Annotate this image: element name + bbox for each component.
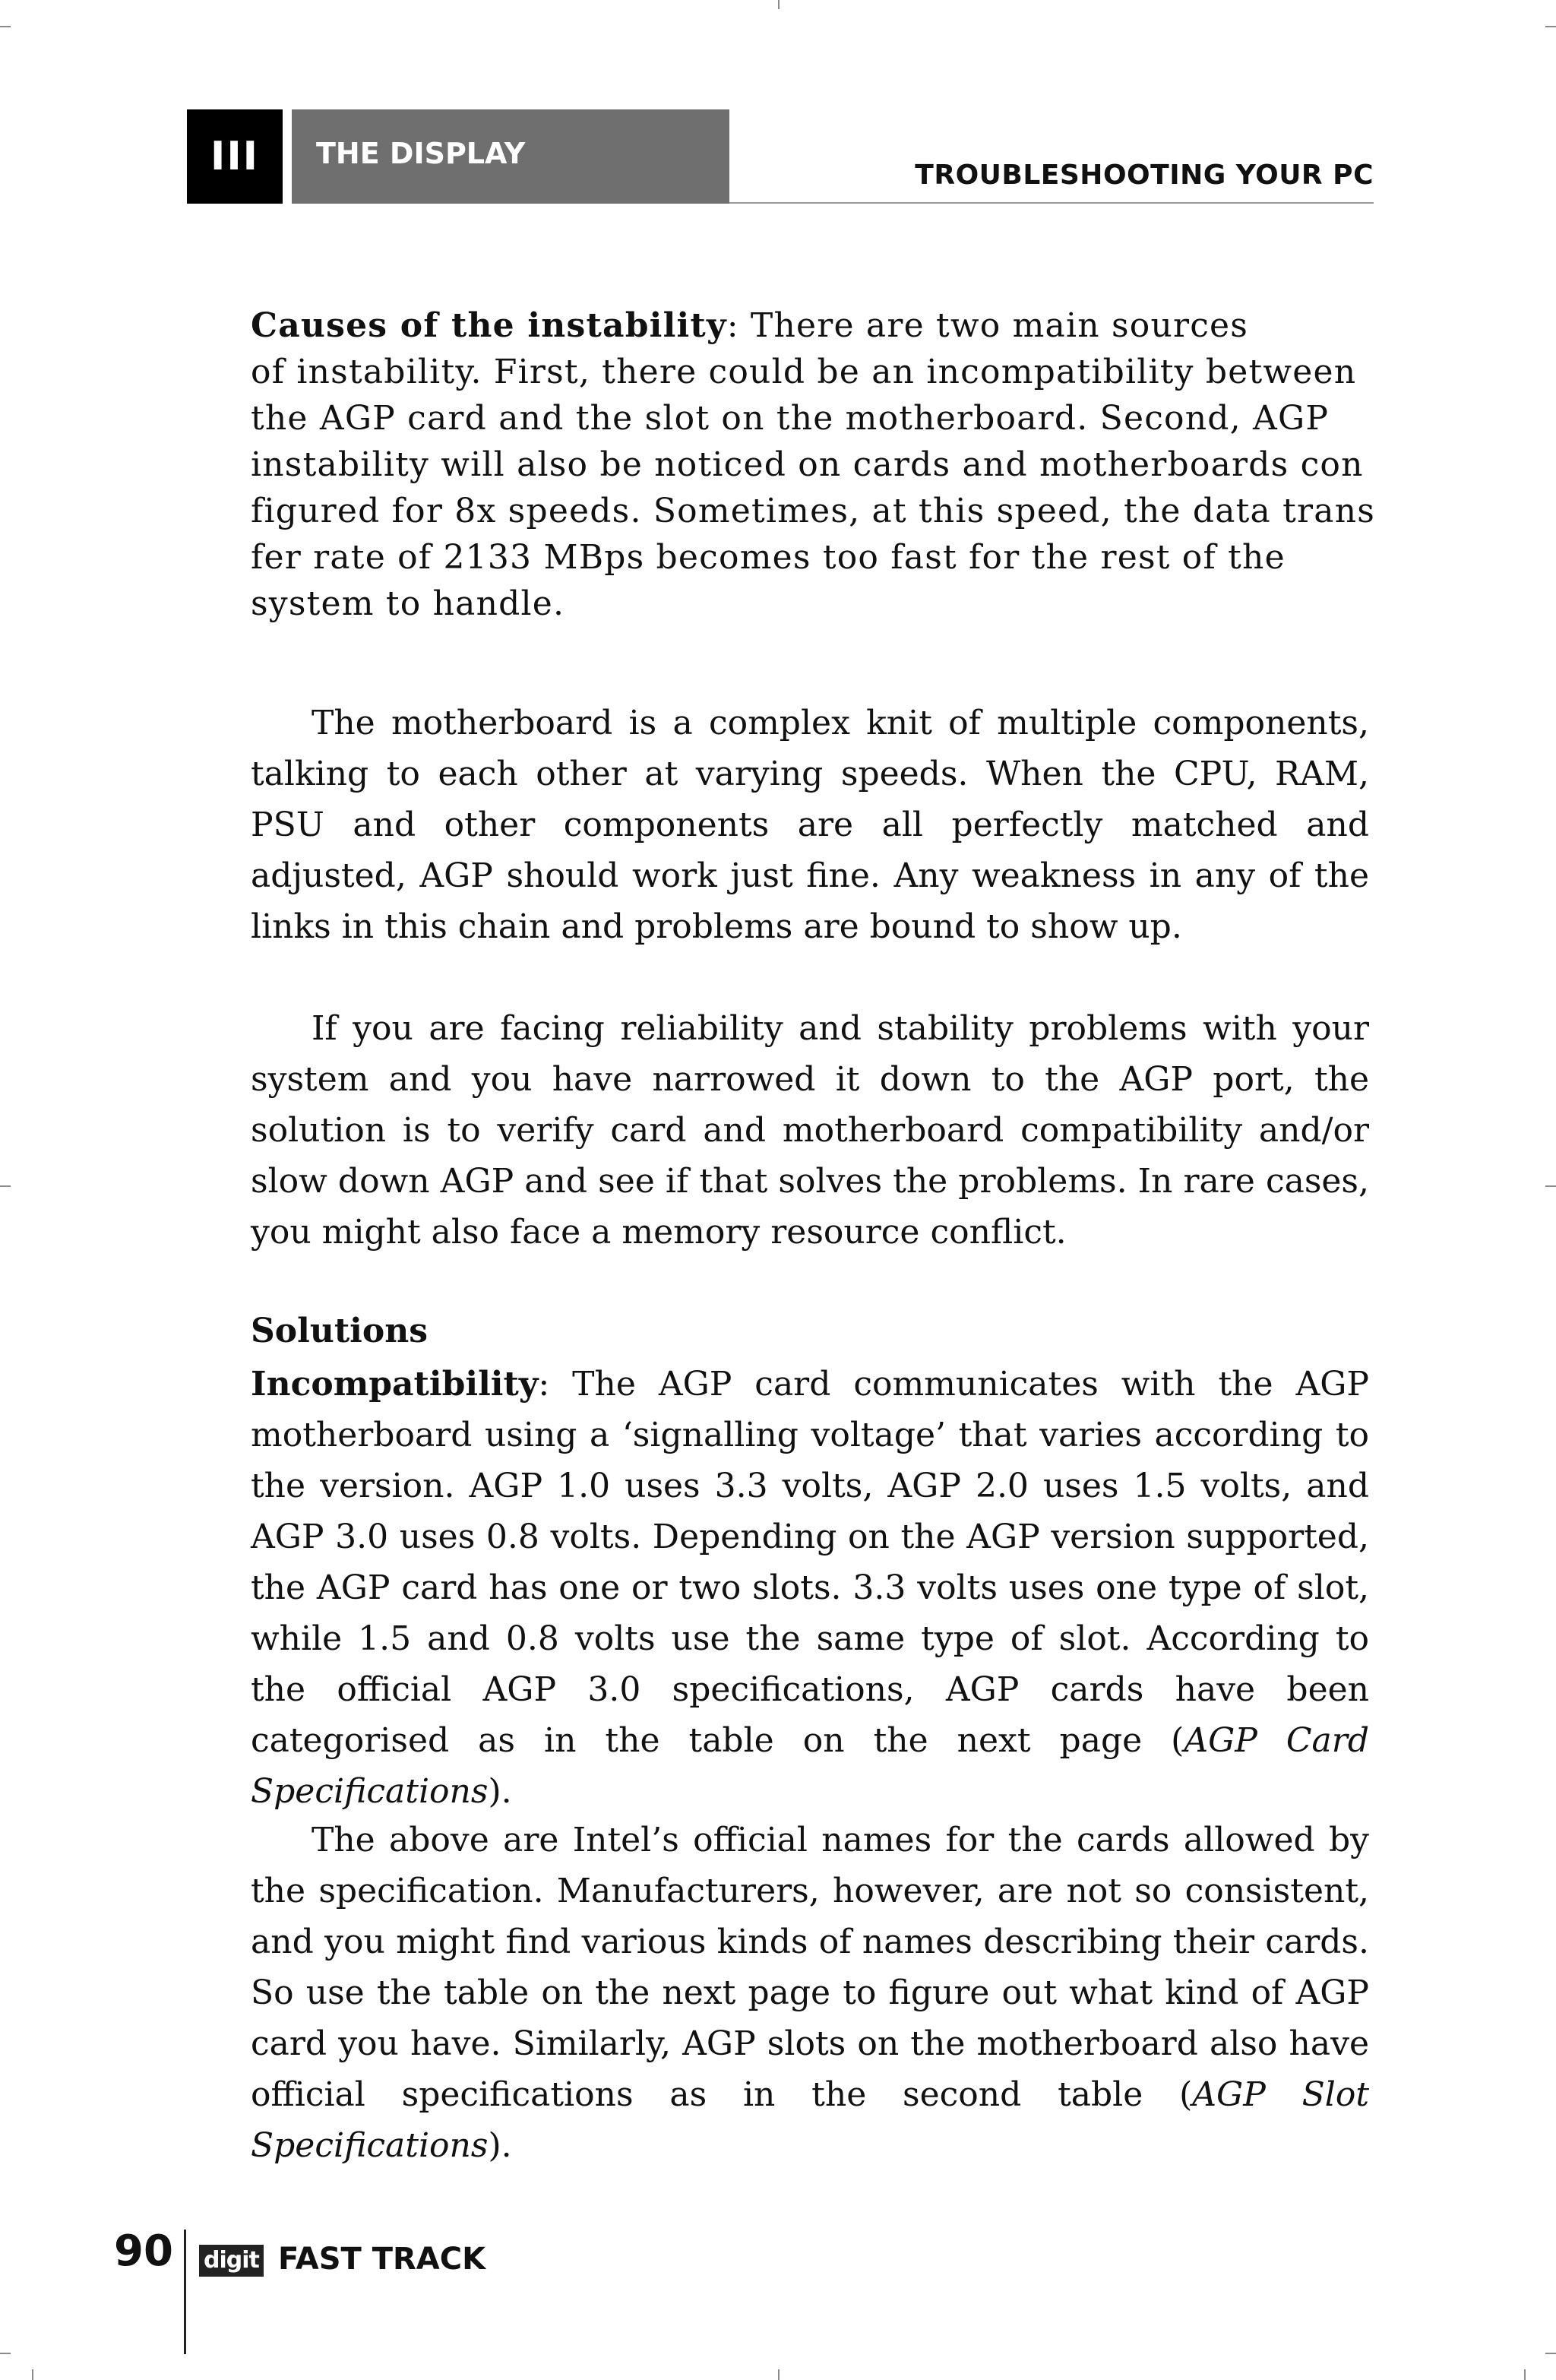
brand-name: FAST TRACK	[278, 2242, 486, 2277]
crop-mark	[0, 26, 11, 27]
crop-mark	[778, 2369, 780, 2380]
solutions-heading: Solutions	[251, 1312, 428, 1350]
paragraph-line: the AGP card and the slot on the motherboard. Second, AGP	[251, 399, 1330, 438]
footer-rule	[184, 2230, 186, 2354]
paragraph-line: fer rate of 2133 MBps becomes too fast for the rest of the	[251, 538, 1286, 577]
ref-slot-specs: AGP Slot Specifications	[251, 2075, 1370, 2165]
running-head: TROUBLESHOOTING YOUR PC	[915, 160, 1374, 191]
crop-mark	[778, 0, 780, 9]
paragraph-incompatibility: Incompatibility: The AGP card communicates with the AGP motherboard using a ‘signalling voltage’ that varies according to the version. AGP 1.0 uses 3.3 volts, AGP 2.0 uses 1.5 volts, and AGP 3.0 uses 0.8 volts. Depending on the AGP version supported, the AGP card has one or two slots. 3.3 volts uses one type of slot, while 1.5 and 0.8 volts use the same type of slot. According to the official AGP 3.0 specifications, AGP cards have been categorised as in the table on the next page (AGP Card Specifications).	[251, 1365, 1369, 1811]
section-number-box	[187, 109, 283, 204]
paragraph-motherboard: The motherboard is a complex knit of multiple components, talking to each other at varying speeds. When the CPU, RAM, PSU and other components are all perfectly matched and adjusted, AGP should work just fine. Any weakness in any of the links in this chain and problems are bound to show up.	[251, 704, 1369, 946]
crop-mark	[1545, 1185, 1556, 1187]
crop-mark	[0, 2353, 11, 2354]
paragraph-official-names: The above are Intel’s official names for the cards allowed by the specification. Manufacturers, however, are not so consistent, and you might find various kinds of names describing their cards. So use the table on the next page to figure out what kind of AGP card you have. Similarly, AGP slots on the motherboard also have official specifications as in the second table (AGP Slot Specifications).	[251, 1821, 1370, 2165]
lead-incompatibility: Incompatibility	[251, 1365, 539, 1404]
crop-mark	[0, 1185, 11, 1187]
paragraph-line: system to handle.	[251, 584, 565, 623]
crop-mark	[1545, 2353, 1556, 2354]
header-rule	[729, 202, 1374, 204]
digit-logo: digit	[199, 2245, 264, 2277]
paragraph-reliability: If you are facing reliability and stability problems with your system and you have narrowed it down to the AGP port, the solution is to verify card and motherboard compatibility and/or slow down AGP and see if that solves the problems. In rare cases, you might also face a memory resource conflict.	[251, 1009, 1369, 1252]
paragraph-line: instability will also be noticed on cards and motherboards con	[251, 445, 1364, 484]
chapter-title-box	[292, 109, 729, 204]
crop-mark	[1524, 2369, 1526, 2380]
chapter-title: THE DISPLAY	[316, 137, 526, 170]
paragraph-line: of instability. First, there could be an incompatibility between	[251, 353, 1357, 391]
paragraph-line: figured for 8x speeds. Sometimes, at this speed, the data trans	[251, 492, 1376, 530]
paragraph-causes	[251, 302, 1376, 627]
lead-causes: Causes of the instability	[251, 306, 727, 345]
paragraph-line: Causes of the instability: There are two main sources	[251, 306, 1249, 345]
section-numeral: III	[210, 134, 260, 179]
page-number: 90	[114, 2227, 173, 2276]
crop-mark	[1545, 26, 1556, 27]
ref-card-specs: AGP Card Specifications	[251, 1721, 1369, 1811]
crop-mark	[32, 2369, 33, 2380]
